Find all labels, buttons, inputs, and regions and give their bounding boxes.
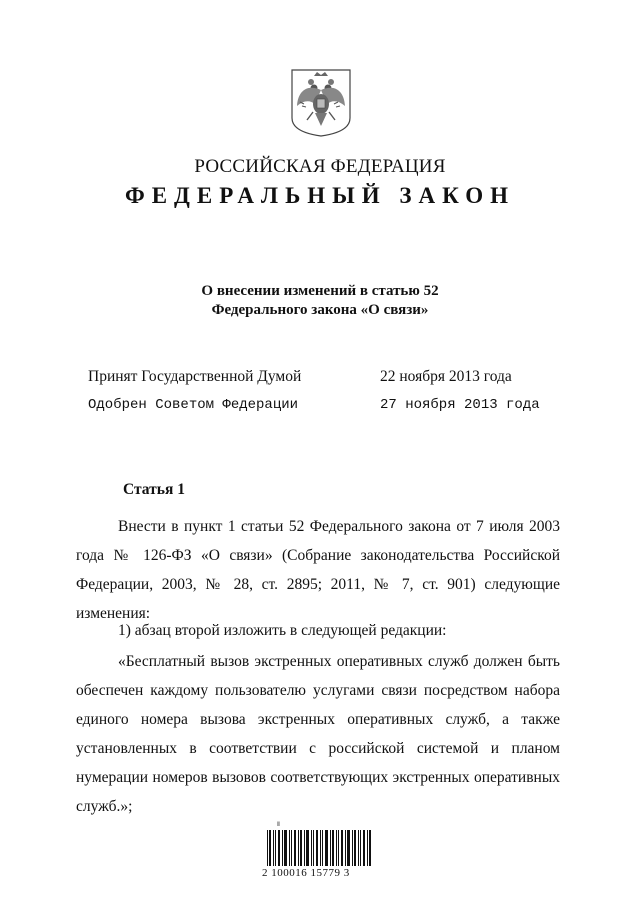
law-title-line2: Федерального закона «О связи» xyxy=(211,302,429,318)
article-heading: Статья 1 xyxy=(123,481,185,498)
duma-adoption-date: 22 ноября 2013 года xyxy=(380,368,512,385)
svg-text:Ⅱ: Ⅱ xyxy=(277,822,280,828)
barcode-icon xyxy=(265,818,375,868)
council-approval-label: Одобрен Советом Федерации xyxy=(88,397,299,413)
duma-adoption-label: Принят Государственной Думой xyxy=(88,368,302,385)
coat-of-arms-icon xyxy=(288,66,354,138)
country-name: РОССИЙСКАЯ ФЕДЕРАЦИЯ xyxy=(194,156,446,177)
article-paragraph-1: Внести в пункт 1 статьи 52 Федерального закона от 7 июля 2003 года № 126-ФЗ «О связи» (Собрание законодательства Российской Федерации, 2003, № 28, ст. 2895; 2011, № 7, ст. 901) следующие изменения: xyxy=(76,518,560,622)
law-title-line1: О внесении изменений в статью 52 xyxy=(201,283,439,299)
law-type-heading: ФЕДЕРАЛЬНЫЙ ЗАКОН xyxy=(124,183,516,208)
barcode-number: 2 100016 15779 3 xyxy=(262,867,350,879)
council-approval-date: 27 ноября 2013 года xyxy=(380,397,540,413)
article-paragraph-2: 1) абзац второй изложить в следующей редакции: xyxy=(118,622,447,639)
article-paragraph-3: «Бесплатный вызов экстренных оперативных служб должен быть обеспечен каждому пользователю услугами связи посредством набора единого номера вызова экстренных оперативных служб, а также установленных в соответствии с российской системой и планом нумерации номеров вызовов соответствующих экстренных оперативных служб.»; xyxy=(76,653,560,815)
